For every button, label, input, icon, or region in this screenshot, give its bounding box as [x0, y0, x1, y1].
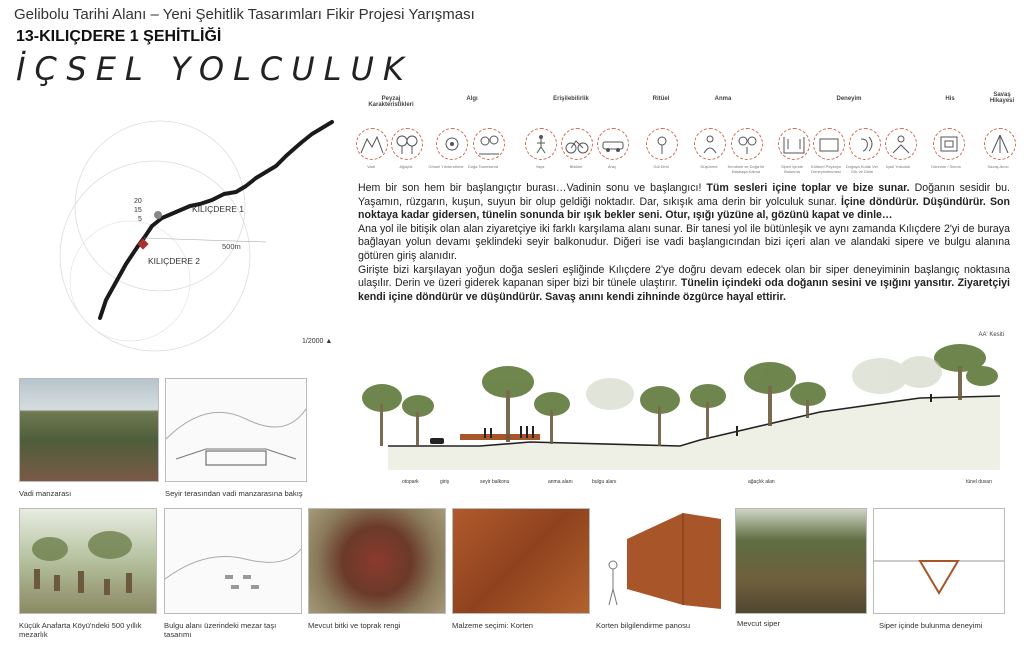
map-label-kilicdere-1: KILIÇDERE 1 — [192, 204, 244, 214]
grave-stone-sketch — [164, 508, 302, 614]
vegetation-photo — [308, 508, 446, 614]
site-map — [40, 96, 360, 356]
cultural-landscape-icon — [813, 128, 845, 160]
forest-icon — [391, 128, 423, 160]
ritual-flower-icon — [646, 128, 678, 160]
map-label-kilicdere-2: KILIÇDERE 2 — [148, 256, 200, 266]
parking-count-1: 20 — [134, 198, 142, 205]
pedestrian-icon — [525, 128, 557, 160]
concept-header-2: Erişilebilirlik — [553, 96, 589, 102]
caption-cemetery: Küçük Anafarta Köyü'ndeki 500 yıllık mezarlık — [19, 621, 142, 639]
war-story-icon — [984, 128, 1016, 160]
description-p1c: Doğanın sesidir bu. Yaşamın, rüzgarın, kuşun, suyun bir olup geldiği noktadır. Dar, sıkışık ama derin bir yolculuk sunar. — [358, 182, 1010, 208]
car-icon — [597, 128, 629, 160]
concept-header-4: Anma — [714, 96, 732, 102]
concept-header-7: Savaş Hikayesi — [989, 92, 1015, 104]
description-p1a: Hem bir son hem bir başlangıçtır burası…Vadinin sonu ve başlangıcı! — [358, 182, 707, 194]
description-p1b: Tüm sesleri içine toplar ve bize sunar. — [706, 182, 910, 194]
map-distance: 500m — [222, 242, 241, 251]
map-scale — [302, 338, 332, 345]
solitude-icon — [731, 128, 763, 160]
caption-corten-panel: Korten bilgilendirme panosu — [596, 621, 691, 630]
feeling-icon — [933, 128, 965, 160]
section-label-0: otopark — [402, 479, 419, 485]
concept-header-0: Peyzaj Karakteristikleri — [368, 96, 414, 108]
concept-item-2: Görsel Yönlendirme — [428, 164, 464, 169]
caption-corten: Malzeme seçimi: Korten — [452, 621, 534, 630]
corten-photo — [452, 508, 590, 614]
listen-icon — [849, 128, 881, 160]
competition-title: Gelibolu Tarihi Alanı – Yeni Şehitlik Tasarımları Fikir Projesi Yarışması — [14, 6, 475, 23]
valley-icon — [356, 128, 388, 160]
valley-view-photo — [19, 378, 159, 482]
concept-item-8: Düşünme — [700, 164, 718, 169]
section-title: AA' Kesiti — [978, 332, 1004, 338]
concept-item-7: Gül Dimi — [653, 164, 669, 169]
parking-count-2: 15 — [134, 207, 142, 214]
concept-item-5: Bisiklet — [569, 164, 583, 169]
motto-title: İÇSEL YOLCULUK — [16, 50, 413, 88]
section-label-1: giriş — [440, 479, 450, 485]
concept-item-15: Savaş Anısı — [987, 164, 1009, 169]
concept-item-4: Yaya — [535, 164, 545, 169]
existing-trench-photo — [735, 508, 867, 614]
visual-guidance-icon — [436, 128, 468, 160]
caption-trench-experience: Siper içinde bulunma deneyimi — [879, 621, 983, 630]
section-label-2: seyir balkonu — [480, 479, 510, 485]
caption-existing-trench: Mevcut siper — [737, 619, 781, 628]
section-label-6: tünel duvarı — [966, 479, 993, 485]
scale-text: 1/2000 — [302, 338, 324, 345]
section-label-5: ağaçlık alan — [748, 479, 775, 485]
concept-item-6: Araç — [607, 164, 617, 169]
corten-panel-render — [596, 508, 728, 614]
caption-valley-view: Vadi manzarası — [19, 489, 72, 498]
concept-item-0: Vadi — [367, 164, 375, 169]
inner-journey-icon — [885, 128, 917, 160]
bicycle-icon — [561, 128, 593, 160]
concept-header-6: His — [945, 96, 955, 102]
concept-item-12: Doğaya Kulak Ver Gör ve Dinle — [845, 164, 879, 174]
thinking-icon — [694, 128, 726, 160]
concept-item-1: Ağaçlık — [399, 164, 413, 169]
trench-icon — [778, 128, 810, 160]
concept-header-5: Deneyim — [836, 96, 862, 102]
section-label-4: bulgu alanı — [592, 479, 617, 485]
concept-item-13: İçsel Yolculuk — [885, 164, 910, 169]
description-p1d: İçine döndürür. Düşündürür. Son noktaya kadar gidersen, tünelin sonunda bir ışık bekler seni. Otur, ışığı yüzüne al, gözünü kapat ve dinle… — [358, 195, 1011, 222]
cemetery-sketch — [19, 508, 157, 614]
description-p3b: Tünelin içindeki oda doğanın sesini ve ışığını yansıtır. Ziyaretçiyi kendi içine döndürür ve düşündürür. Savaş anını kendi zihninde özgürce hayal ettirir. — [358, 277, 1010, 303]
north-arrow-icon: ▲ — [325, 338, 333, 345]
nature-definition-icon — [473, 128, 505, 160]
concept-header-3: Ritüel — [652, 96, 670, 102]
caption-grave-stone: Bulgu alanı üzerindeki mezar taşı tasarımı — [164, 621, 277, 639]
site-section-drawing — [360, 332, 1010, 492]
concept-item-10: Siperi İçinde Bulunma — [780, 164, 803, 174]
terrace-sketch — [165, 378, 307, 482]
caption-terrace-view: Seyir terasından vadi manzarasına bakış — [165, 489, 303, 498]
concept-header-1: Algı — [466, 96, 478, 102]
project-title: 13-KILIÇDERE 1 ŞEHİTLİĞİ — [16, 28, 222, 45]
concept-item-14: Dönüme / Sıkıntı — [931, 164, 961, 169]
description-text — [358, 182, 1010, 304]
section-label-3: anma alanı — [548, 479, 573, 485]
concept-item-11: Kültürel Peyzajın Deneyimlenmesi — [810, 164, 841, 174]
concept-item-9: Kendinle ve Doğa ile Başbaşa Kalma — [727, 164, 765, 174]
description-p2: Ana yol ile bitişik olan alan ziyaretçiye iki farklı karşılama alanı sunar. Bir tanesi yol ile bütünleşik ve aynı zamanda Kılıçdere 2'yi de buraya bağlayan yolun devamı şeklindeki seyir balkonudur. Diğeri ise vadi başlangıcından bizi içeri alan ve alandaki sipere ve bulgu alanına götüren giriş alanıdır. — [358, 222, 1010, 262]
concept-item-3: Doğa Tanımlama — [467, 164, 499, 169]
trench-experience-diagram — [873, 508, 1005, 614]
description-p3a: Girişte bizi karşılayan yoğun doğa sesleri eşliğinde Kılıçdere 2'ye doğru devam edecek olan bir siper deneyiminin başlangıç noktasına ulaşılır. Derin ve üzeri giderek kapanan siper bizi bir tünele ulaştırır. — [358, 263, 1010, 290]
caption-vegetation: Mevcut bitki ve toprak rengi — [308, 621, 401, 630]
parking-count-3: 5 — [138, 216, 142, 223]
